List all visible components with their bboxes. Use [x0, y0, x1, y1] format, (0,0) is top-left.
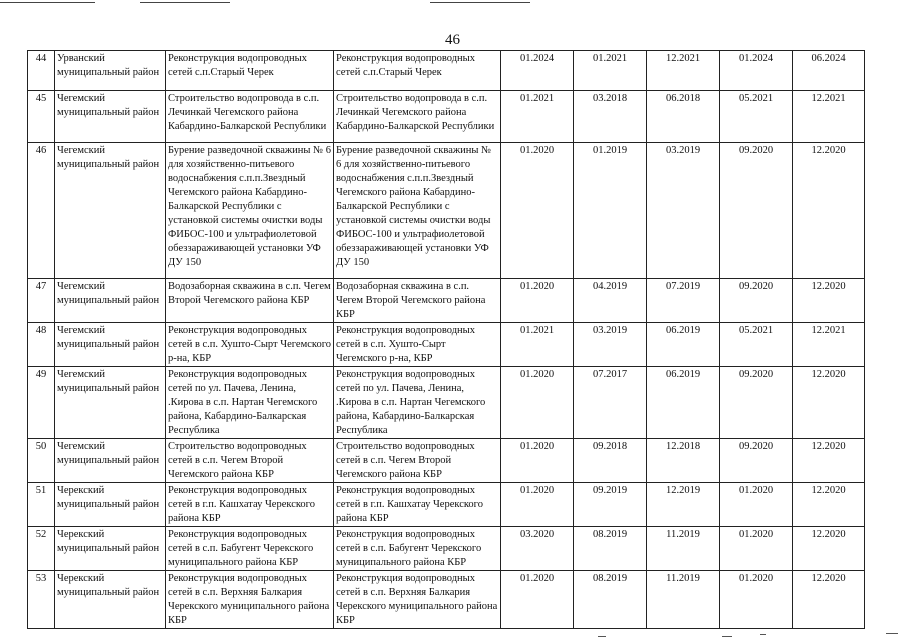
table-row	[28, 367, 865, 439]
date-cell-2: 08.2019	[574, 527, 647, 571]
district-cell: Чегемский муниципальный район	[55, 323, 166, 367]
date-cell-5: 12.2020	[793, 527, 865, 571]
date-cell-1: 01.2020	[501, 143, 574, 279]
row-number: 51	[28, 483, 55, 527]
date-cell-3: 06.2019	[647, 367, 720, 439]
top-rule-middle	[140, 2, 230, 3]
date-cell-3: 12.2021	[647, 51, 720, 91]
date-cell-2: 01.2021	[574, 51, 647, 91]
description-cell: Реконструкция водопроводных сетей в с.п. Верхняя Балкария Черекского муниципального района КБР	[334, 571, 501, 629]
table-row	[28, 439, 865, 483]
object-cell: Строительство водопровода в с.п. Лечинкай Чегемского района Кабардино-Балкарской Республики	[166, 91, 334, 143]
table-body	[28, 51, 865, 629]
date-cell-1: 03.2020	[501, 527, 574, 571]
description-cell: Реконструкция водопроводных сетей в с.п. Бабугент Черекского муниципального района КБР	[334, 527, 501, 571]
object-cell: Реконструкция водопроводных сетей по ул. Пачева, Ленина, .Кирова в с.п. Нартан Чегемского района, Кабардино-Балкарская Республика	[166, 367, 334, 439]
date-cell-5: 12.2020	[793, 279, 865, 323]
date-cell-5: 12.2020	[793, 483, 865, 527]
date-cell-1: 01.2020	[501, 439, 574, 483]
description-cell: Строительство водопроводных сетей в с.п. Чегем Второй Чегемского района КБР	[334, 439, 501, 483]
object-cell: Реконструкция водопроводных сетей в с.п. Верхняя Балкария Черекского муниципального района КБР	[166, 571, 334, 629]
district-cell: Чегемский муниципальный район	[55, 279, 166, 323]
date-cell-3: 11.2019	[647, 571, 720, 629]
row-number: 48	[28, 323, 55, 367]
date-cell-2: 08.2019	[574, 571, 647, 629]
date-cell-1: 01.2020	[501, 279, 574, 323]
date-cell-1: 01.2021	[501, 91, 574, 143]
date-cell-4: 09.2020	[720, 367, 793, 439]
date-cell-5: 12.2021	[793, 91, 865, 143]
date-cell-5: 12.2020	[793, 367, 865, 439]
table-row	[28, 51, 865, 91]
date-cell-4: 01.2024	[720, 51, 793, 91]
row-number: 45	[28, 91, 55, 143]
district-cell: Черекский муниципальный район	[55, 571, 166, 629]
description-cell: Реконструкция водопроводных сетей по ул. Пачева, Ленина, .Кирова в с.п. Нартан Чегемского района, Кабардино-Балкарская Республика	[334, 367, 501, 439]
date-cell-5: 06.2024	[793, 51, 865, 91]
object-cell: Бурение разведочной скважины № 6 для хозяйственно-питьевого водоснабжения с.п.п.Звездный Чегемского района Кабардино-Балкарской Республики с установкой системы очистки воды ФИБОС-100 и ультрафиолетовой обеззараживающей установки УФ ДУ 150	[166, 143, 334, 279]
district-cell: Чегемский муниципальный район	[55, 439, 166, 483]
object-cell: Реконструкция водопроводных сетей в с.п. Бабугент Черекского муниципального района КБР	[166, 527, 334, 571]
row-number: 53	[28, 571, 55, 629]
row-number: 52	[28, 527, 55, 571]
district-cell: Чегемский муниципальный район	[55, 367, 166, 439]
description-cell: Бурение разведочной скважины № 6 для хозяйственно-питьевого водоснабжения с.п.п.Звездный Чегемского района Кабардино-Балкарской Республики с установкой системы очистки воды ФИБОС-100 и ультрафиолетовой обеззараживающей установки УФ ДУ 150	[334, 143, 501, 279]
date-cell-3: 06.2018	[647, 91, 720, 143]
page-number: 46	[445, 32, 460, 48]
table-row	[28, 571, 865, 629]
date-cell-3: 12.2019	[647, 483, 720, 527]
date-cell-4: 05.2021	[720, 323, 793, 367]
date-cell-1: 01.2020	[501, 483, 574, 527]
object-cell: Реконструкция водопроводных сетей с.п.Старый Черек	[166, 51, 334, 91]
top-rule-right	[430, 2, 530, 3]
date-cell-3: 07.2019	[647, 279, 720, 323]
date-cell-4: 09.2020	[720, 439, 793, 483]
description-cell: Реконструкция водопроводных сетей в г.п. Кашхатау Черекского района КБР	[334, 483, 501, 527]
bottom-mark-4	[886, 633, 898, 634]
row-number: 50	[28, 439, 55, 483]
table-row	[28, 323, 865, 367]
date-cell-3: 11.2019	[647, 527, 720, 571]
district-cell: Черекский муниципальный район	[55, 483, 166, 527]
row-number: 47	[28, 279, 55, 323]
date-cell-1: 01.2024	[501, 51, 574, 91]
date-cell-2: 09.2018	[574, 439, 647, 483]
description-cell: Строительство водопровода в с.п. Лечинкай Чегемского района Кабардино-Балкарской Республики	[334, 91, 501, 143]
district-cell: Черекский муниципальный район	[55, 527, 166, 571]
date-cell-2: 07.2017	[574, 367, 647, 439]
description-cell: Водозаборная скважина в с.п. Чегем Второй Чегемского района КБР	[334, 279, 501, 323]
date-cell-3: 12.2018	[647, 439, 720, 483]
date-cell-5: 12.2020	[793, 143, 865, 279]
object-cell: Реконструкция водопроводных сетей в с.п. Хушто-Сырт Чегемского р-на, КБР	[166, 323, 334, 367]
date-cell-5: 12.2021	[793, 323, 865, 367]
row-number: 44	[28, 51, 55, 91]
district-cell: Чегемский муниципальный район	[55, 91, 166, 143]
district-cell: Чегемский муниципальный район	[55, 143, 166, 279]
description-cell: Реконструкция водопроводных сетей в с.п. Хушто-Сырт Чегемского р-на, КБР	[334, 323, 501, 367]
date-cell-4: 09.2020	[720, 143, 793, 279]
date-cell-4: 01.2020	[720, 483, 793, 527]
date-cell-5: 12.2020	[793, 571, 865, 629]
district-cell: Урванский муниципальный район	[55, 51, 166, 91]
date-cell-2: 09.2019	[574, 483, 647, 527]
table-row	[28, 279, 865, 323]
description-cell: Реконструкция водопроводных сетей с.п.Старый Черек	[334, 51, 501, 91]
date-cell-2: 01.2019	[574, 143, 647, 279]
date-cell-2: 03.2019	[574, 323, 647, 367]
date-cell-2: 03.2018	[574, 91, 647, 143]
table-row	[28, 483, 865, 527]
row-number: 49	[28, 367, 55, 439]
object-cell: Водозаборная скважина в с.п. Чегем Второй Чегемского района КБР	[166, 279, 334, 323]
date-cell-4: 01.2020	[720, 527, 793, 571]
date-cell-5: 12.2020	[793, 439, 865, 483]
date-cell-3: 06.2019	[647, 323, 720, 367]
table-row	[28, 527, 865, 571]
date-cell-1: 01.2020	[501, 571, 574, 629]
table-row	[28, 143, 865, 279]
bottom-mark-2	[722, 636, 732, 637]
projects-table	[27, 50, 865, 629]
date-cell-4: 05.2021	[720, 91, 793, 143]
row-number: 46	[28, 143, 55, 279]
date-cell-1: 01.2020	[501, 367, 574, 439]
bottom-mark-3	[760, 634, 766, 635]
date-cell-3: 03.2019	[647, 143, 720, 279]
date-cell-2: 04.2019	[574, 279, 647, 323]
object-cell: Строительство водопроводных сетей в с.п. Чегем Второй Чегемского района КБР	[166, 439, 334, 483]
bottom-mark-1	[598, 636, 606, 637]
table-row	[28, 91, 865, 143]
date-cell-4: 01.2020	[720, 571, 793, 629]
top-rule-left	[0, 2, 95, 3]
date-cell-1: 01.2021	[501, 323, 574, 367]
object-cell: Реконструкция водопроводных сетей в г.п. Кашхатау Черекского района КБР	[166, 483, 334, 527]
date-cell-4: 09.2020	[720, 279, 793, 323]
